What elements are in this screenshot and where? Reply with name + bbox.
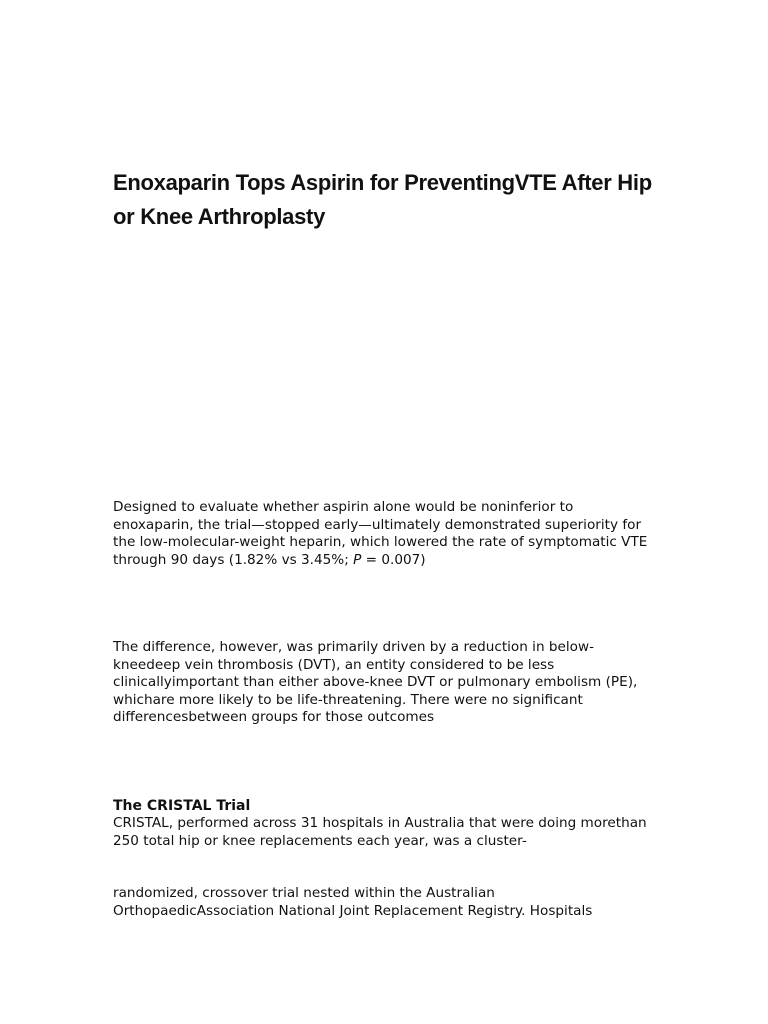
paragraph-dvt-difference: The difference, however, was primarily driven by a reduction in below-kneedeep vein thrombosis (DVT), an entity considered to be less clinicallyimportant than either above-knee DVT or pulmonary embolism (PE), whichare more likely to be life-threatening. There were no significant differencesbetween groups for those outcomes (113, 639, 638, 726)
paragraph-trial-summary (113, 499, 658, 569)
paragraph-text: Designed to evaluate whether aspirin alone would be noninferior to enoxaparin, the trial—stopped early—ultimately demonstrated superiority for the low-molecular-weight heparin, which lowered the rate of symptomatic VTE through 90 days (1.82% vs 3.45%; (113, 499, 648, 568)
p-value-symbol: P (353, 551, 362, 568)
paragraph-cristal-intro: CRISTAL, performed across 31 hospitals in Australia that were doing morethan 250 total hip or knee replacements each year, was a cluster- (113, 815, 647, 849)
paragraph-cristal-design: randomized, crossover trial nested within the Australian OrthopaedicAssociation National Joint Replacement Registry. Hospitals (113, 885, 593, 919)
paragraph-text-end: = 0.007) (361, 551, 426, 568)
section-heading: The CRISTAL Trial (113, 798, 251, 814)
article-title: Enoxaparin Tops Aspirin for PreventingVTE After Hip or Knee Arthroplasty (113, 170, 652, 229)
